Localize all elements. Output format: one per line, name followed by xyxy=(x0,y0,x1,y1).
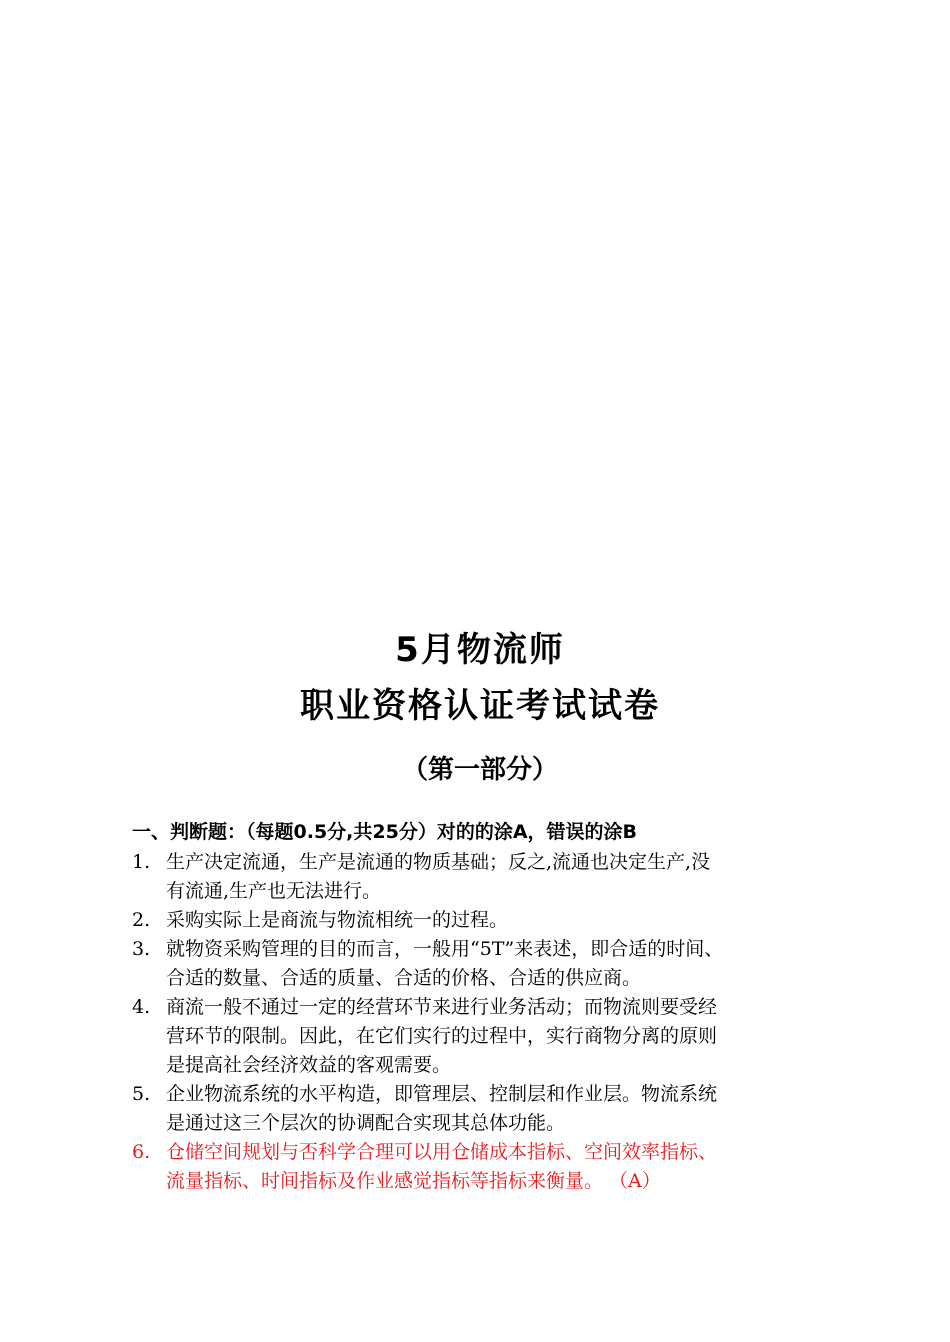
title-line-1: 5月物流师 xyxy=(395,630,565,670)
question-line: 合适的数量、合适的质量、合适的价格、合适的供应商。 xyxy=(166,967,642,989)
question-number: 1. xyxy=(132,851,151,873)
question-item-3 xyxy=(132,935,852,993)
question-number: 6. xyxy=(132,1141,151,1163)
question-number: 4. xyxy=(132,996,151,1018)
question-item-5 xyxy=(132,1080,852,1138)
question-number: 2. xyxy=(132,909,151,931)
question-item-1 xyxy=(132,848,852,906)
judgment-section xyxy=(132,816,852,1196)
title-block xyxy=(0,622,950,790)
section-heading: 一、判断题：（每题0.5分,共25分）对的的涂A，错误的涂B xyxy=(132,821,638,843)
question-line: 生产决定流通，生产是流通的物质基础；反之,流通也决定生产,没 xyxy=(166,851,711,873)
question-line: 企业物流系统的水平构造，即管理层、控制层和作业层。物流系统 xyxy=(166,1083,718,1105)
question-item-2 xyxy=(132,906,852,935)
question-line: 是通过这三个层次的协调配合实现其总体功能。 xyxy=(166,1112,566,1134)
question-item-4 xyxy=(132,993,852,1080)
question-number: 5. xyxy=(132,1083,151,1105)
question-line: 有流通,生产也无法进行。 xyxy=(166,880,382,902)
question-line: 流量指标、时间指标及作业感觉指标等指标来衡量。 （A） xyxy=(166,1170,661,1192)
title-line-3: （第一部分） xyxy=(401,755,558,785)
question-item-6 xyxy=(132,1138,852,1196)
question-line: 营环节的限制。因此，在它们实行的过程中，实行商物分离的原则 xyxy=(166,1025,718,1047)
question-line: 是提高社会经济效益的客观需要。 xyxy=(166,1054,452,1076)
question-line: 就物资采购管理的目的而言，一般用“5T”来表述，即合适的时间、 xyxy=(166,938,724,960)
title-line-2: 职业资格认证考试试卷 xyxy=(300,686,660,726)
question-line: 商流一般不通过一定的经营环节来进行业务活动；而物流则要受经 xyxy=(166,996,718,1018)
question-number: 3. xyxy=(132,938,151,960)
question-line: 仓储空间规划与否科学合理可以用仓储成本指标、空间效率指标、 xyxy=(166,1141,718,1163)
question-line: 采购实际上是商流与物流相统一的过程。 xyxy=(166,909,509,931)
